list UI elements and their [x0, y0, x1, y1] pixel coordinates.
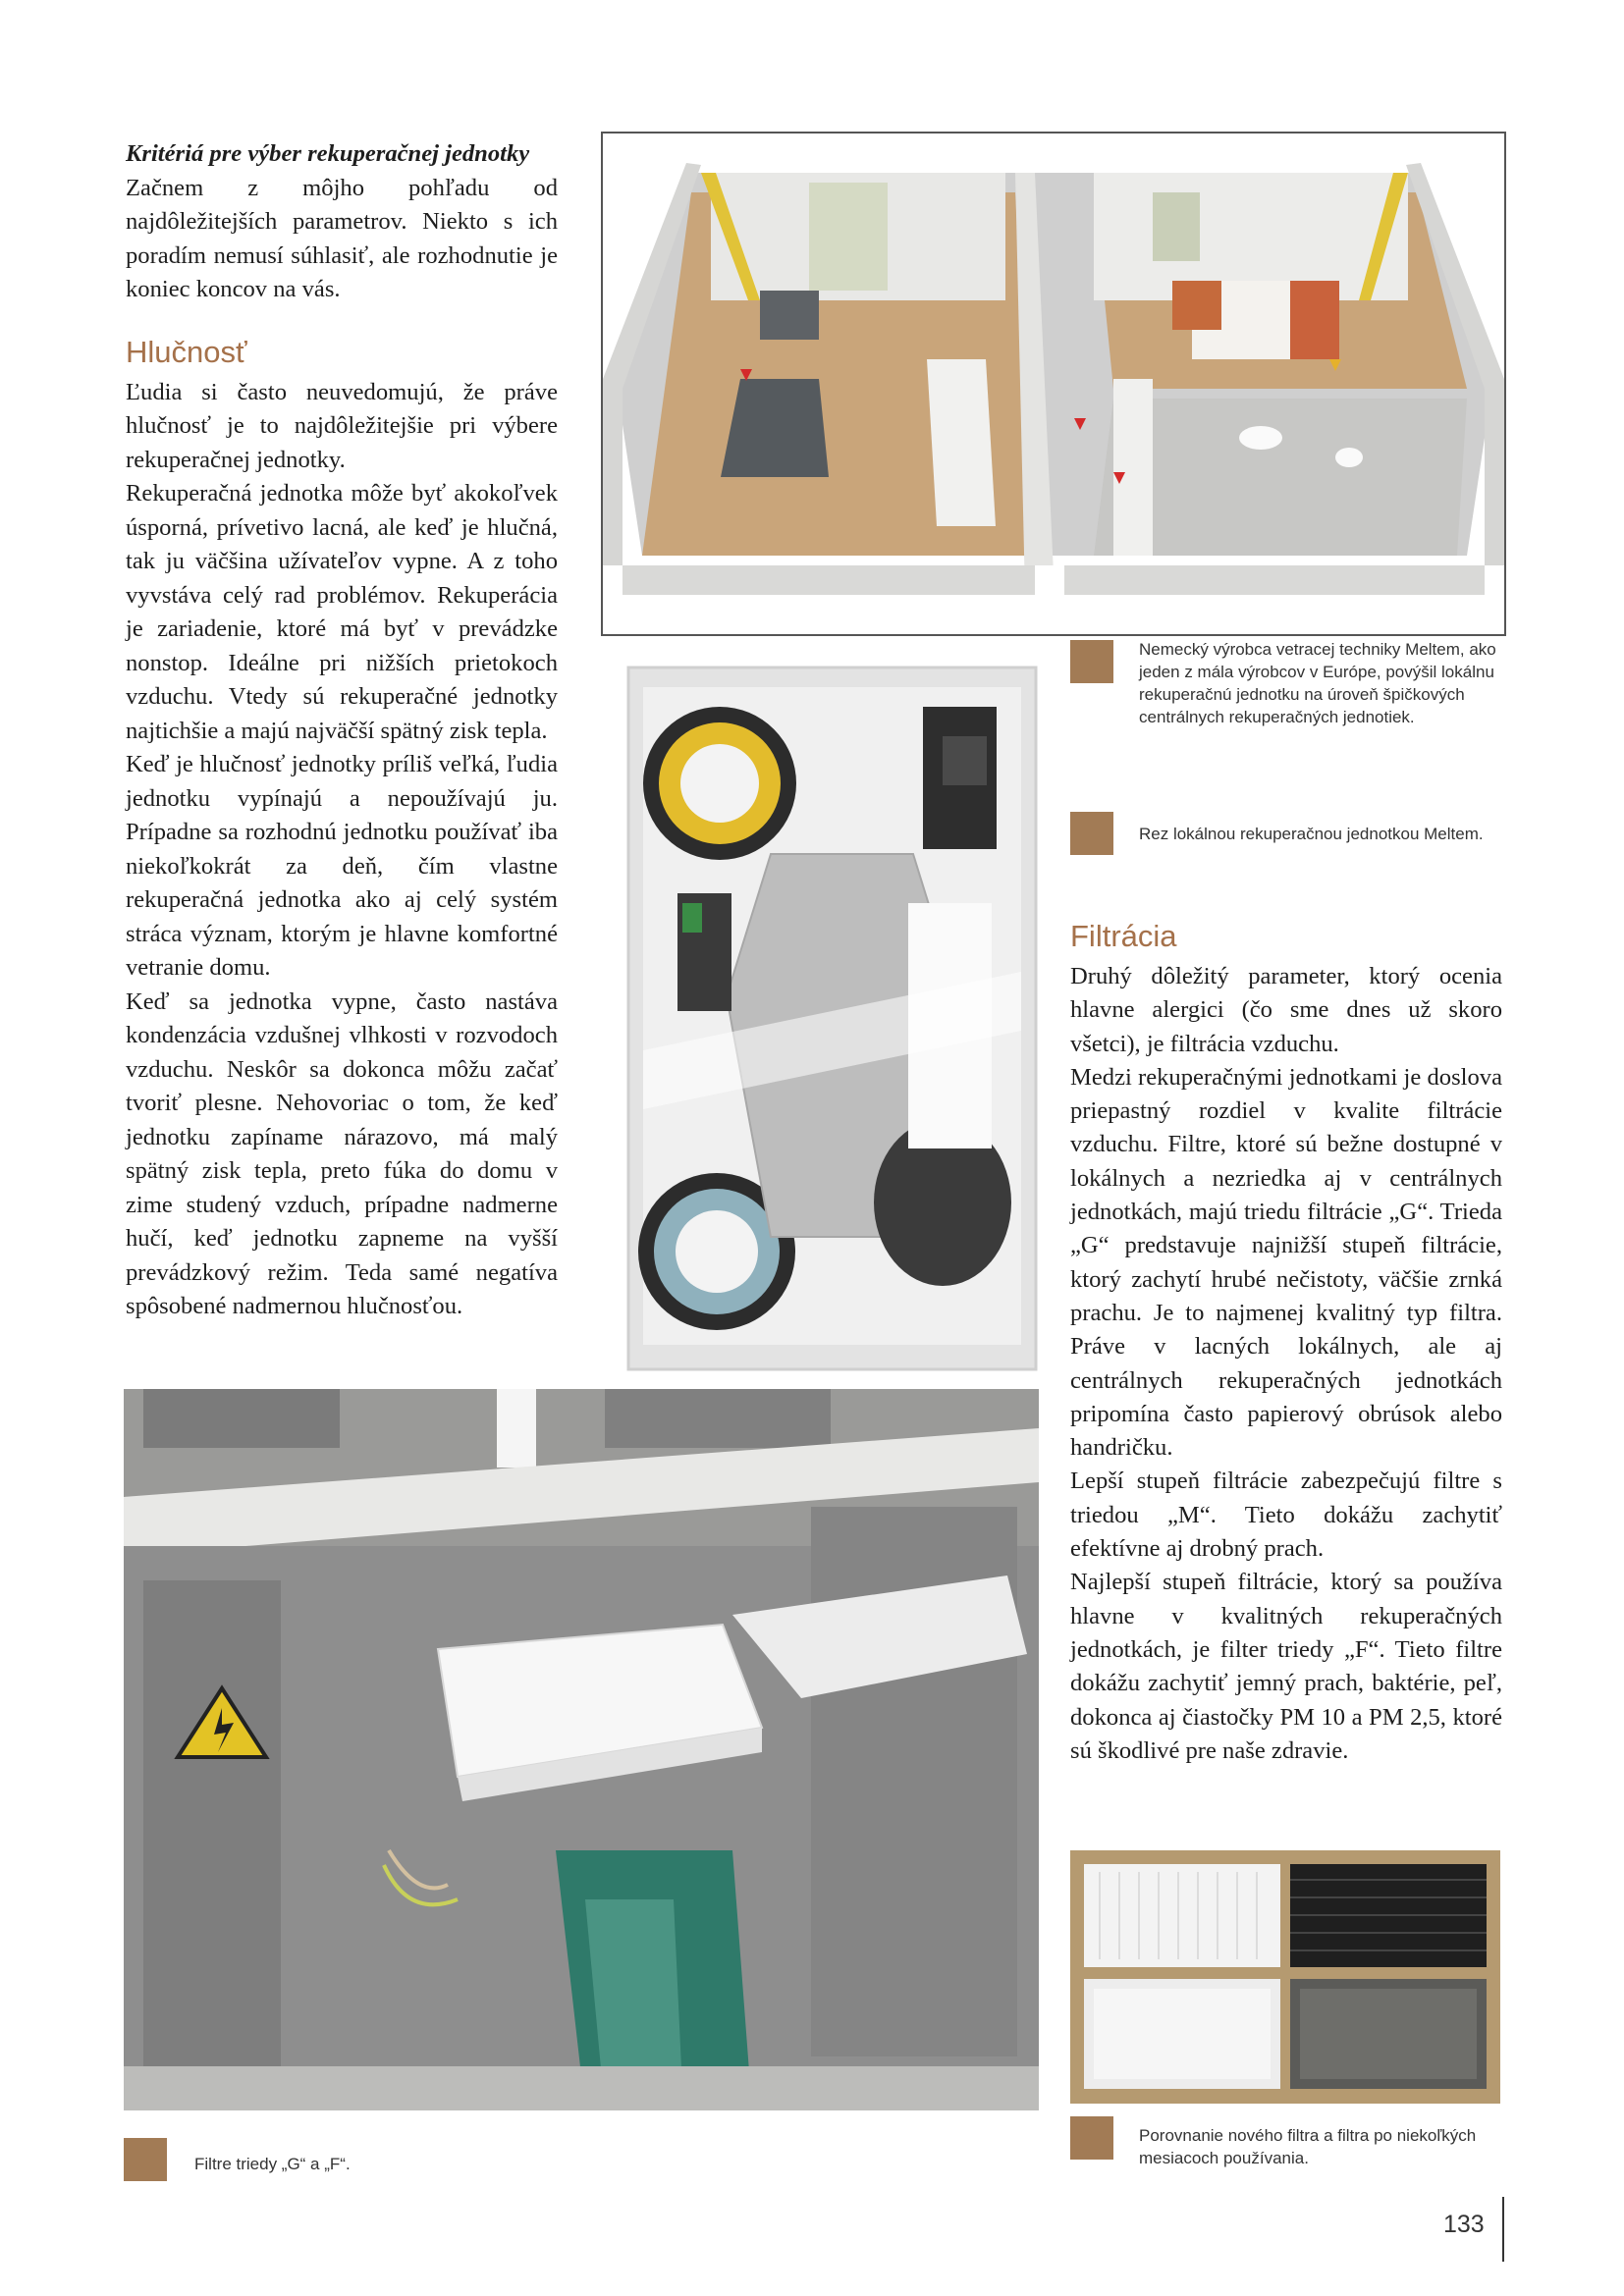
- body-paragraph: Ľudia si často neuvedomujú, že práve hlučnosť je to najdôležitejšie pri výbere rekuperačnej jednotky.: [126, 378, 558, 473]
- body-paragraph: Keď je hlučnosť jednotky príliš veľká, ľudia jednotku vypínajú a nepoužívajú ju. Prípadne sa rozhodnú jednotku používať iba niekoľkokrát za deň, čím vlastne rekuperačná jednotka ako aj celý systém stráca význam, ktorým je hlavne komfortné vetranie domu.: [126, 751, 558, 981]
- caption-filter-compare: Porovnanie nového filtra a filtra po niekoľkých mesiacoch používania.: [1139, 2126, 1477, 2167]
- filters-photo: [124, 1389, 1039, 2110]
- caption-meltem: Nemecký výrobca vetracej techniky Meltem, ako jeden z mála výrobcov v Európe, povýšil lokálnu rekuperačnú jednotku na úroveň špičkových centrálnych rekuperačných jednotiek.: [1139, 640, 1496, 726]
- lead-title: Kritériá pre výber rekuperačnej jednotky: [126, 140, 530, 167]
- page-number: 133: [1443, 2211, 1485, 2238]
- apartment-ventilation-illustration: [601, 132, 1506, 636]
- caption-marker: [1070, 812, 1113, 855]
- filter-comparison-svg: [1070, 1850, 1500, 2104]
- section-heading-filtracia: Filtrácia: [1070, 919, 1177, 953]
- caption-cross-section: Rez lokálnou rekuperačnou jednotkou Meltem.: [1139, 825, 1484, 843]
- body-paragraph: Lepší stupeň filtrácie zabezpečujú filtre s triedou „M“. Tieto dokážu zachytiť efektívne aj drobný prach.: [1070, 1468, 1502, 1563]
- caption-marker: [1070, 640, 1113, 683]
- filter-comparison-photo: [1070, 1850, 1500, 2104]
- caption-marker: [124, 2138, 167, 2181]
- recuperation-unit-cross-section: [599, 658, 1060, 1384]
- caption-marker: [1070, 2116, 1113, 2160]
- section-heading-hlucnost: Hlučnosť: [126, 334, 247, 369]
- body-paragraph: Najlepší stupeň filtrácie, ktorý sa používa hlavne v kvalitných rekuperačných jednotkách, je filter triedy „F“. Tieto filtre dokážu zachytiť jemný prach, baktérie, peľ, dokonca aj čiastočky PM 10 a PM 2,5, ktoré sú škodlivé pre naše zdravie.: [1070, 1569, 1502, 1764]
- filters-photo-svg: [124, 1389, 1039, 2110]
- page-number-rule: [1502, 2197, 1504, 2262]
- body-paragraph: Keď sa jednotka vypne, často nastáva kondenzácia vzdušnej vlhkosti v rozvodoch vzduchu. Neskôr sa dokonca môžu začať tvoriť plesne. Nehovoriac o tom, že keď jednotku zapíname nárazovo, má malý spätný zisk tepla, preto fúka do domu v zime studený vzduch, prípadne nadmerne hučí, keď jednotku zapneme na vyšší prevádzkový režim. Teda samé negatíva spôsobené nadmernou hlučnosťou.: [126, 988, 558, 1319]
- cross-section-svg: [599, 658, 1060, 1384]
- caption-filters-gf: Filtre triedy „G“ a „F“.: [194, 2155, 351, 2173]
- lead-paragraph: Začnem z môjho pohľadu od najdôležitejších parametrov. Niekto s ich poradím nemusí súhlasiť, ale rozhodnutie je koniec koncov na vás.: [126, 174, 558, 302]
- apartment-ventilation-svg: [603, 133, 1504, 634]
- body-paragraph: Medzi rekuperačnými jednotkami je doslova priepastný rozdiel v kvalite filtrácie vzduchu. Filtre, ktoré sú bežne dostupné v lokálnych a nezriedka aj v centrálnych jednotkách, majú triedu filtrácie „G“. Trieda „G“ predstavuje najnižší stupeň filtrácie, ktorý zachytí hrubé nečistoty, väčšie zrnká prachu. Je to najmenej kvalitný typ filtra. Práve v lacných lokálnych, ale aj centrálnych rekuperačných jednotkách pripomína často papierový obrúsok alebo handričku.: [1070, 1063, 1502, 1462]
- body-paragraph: Rekuperačná jednotka môže byť akokoľvek úsporná, prívetivo lacná, ale keď je hlučná, tak ju väčšina užívateľov vypne. A z toho vyvstáva celý rad problémov. Rekuperácia je zariadenie, ktoré má byť v prevádzke nonstop. Ideálne pri nižších prietokoch vzduchu. Vtedy sú rekuperačné jednotky najtichšie a majú najväčší spätný zisk tepla.: [126, 480, 558, 744]
- right-text-column: [1070, 919, 1502, 1768]
- body-paragraph: Druhý dôležitý parameter, ktorý ocenia hlavne alergici (čo sme dnes už skoro všetci), je filtrácia vzduchu.: [1070, 963, 1502, 1057]
- left-text-column: [126, 137, 558, 1324]
